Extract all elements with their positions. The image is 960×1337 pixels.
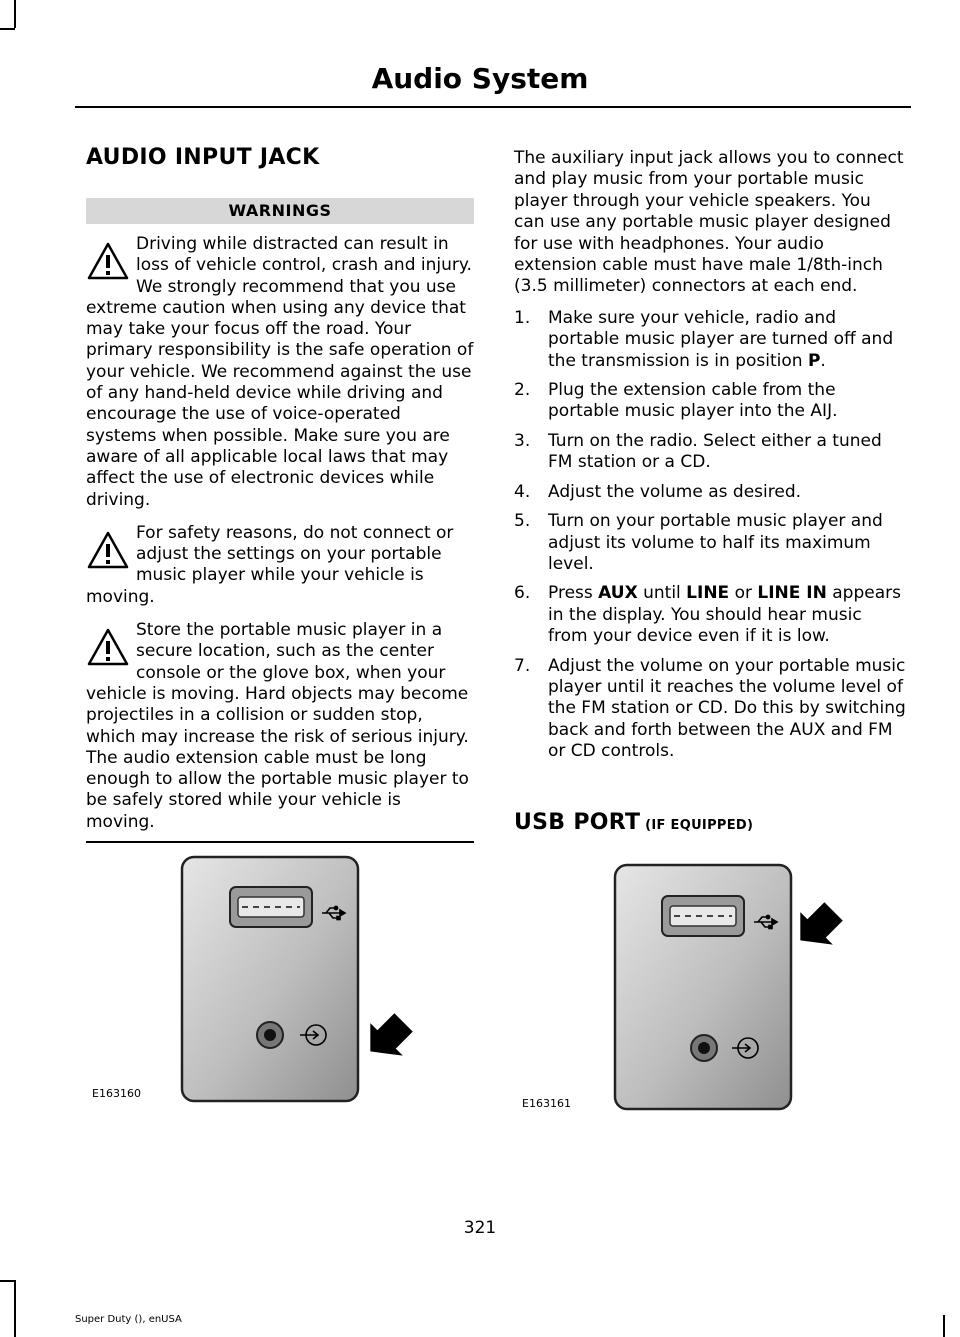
list-item: 6. Press AUX until LINE or LINE IN appears in the display. You should hear music from your device even if it is low. (514, 583, 901, 647)
list-item: 4. Adjust the volume as desired. (514, 481, 802, 502)
crop-mark (0, 28, 15, 30)
crop-mark (14, 1280, 16, 1337)
warning-triangle-icon (86, 529, 130, 573)
figure-usb-port (612, 862, 844, 1114)
warnings-label: WARNINGS (86, 198, 474, 224)
warning-triangle-icon (86, 240, 130, 284)
figure-audio-input-jack (180, 855, 420, 1105)
section-heading-usb-port: USB PORT (IF EQUIPPED) (514, 810, 754, 835)
footer-text: Super Duty (), enUSA (75, 1314, 182, 1325)
warnings-end-rule (86, 841, 474, 843)
crop-mark (0, 1280, 15, 1282)
list-item: 2. Plug the extension cable from the portable music player into the AIJ. (514, 380, 838, 422)
intro-paragraph: The auxiliary input jack allows you to connect and play music from your portable music player through your vehicle speakers. You can use any portable music player designed for use with headphones. Your audio extension cable must have male 1/8th-inch (3.5 millimeter) connectors at each end. (514, 148, 904, 297)
header-rule (75, 106, 911, 108)
left-column (86, 145, 474, 843)
list-item: 1. Make sure your vehicle, radio and portable music player are turned off and the transmission is in position P. (514, 307, 894, 371)
right-column (514, 148, 906, 771)
warning-triangle-icon (86, 626, 130, 670)
crop-mark (14, 0, 16, 28)
pointer-arrow-icon (786, 895, 844, 959)
crop-mark (943, 1315, 945, 1337)
page-header (0, 62, 960, 95)
warning-block (86, 234, 474, 511)
list-item: 3. Turn on the radio. Select either a tuned FM station or a CD. (514, 430, 882, 473)
warning-text: Driving while distracted can result in loss of vehicle control, crash and injury. We strongly recommend that you use extreme caution when using any device that may take your focus off the road. Your primary responsibility is the safe operation of your vehicle. We recommend against the use of any hand-held device while driving and encourage the use of voice-operated systems when possible. Make sure you are aware of all applicable local laws that may affect the use of electronic devices while driving. (86, 234, 474, 510)
header-title: Audio System (371, 62, 589, 95)
pointer-arrow-icon (356, 1006, 420, 1070)
figure-code: E163160 (92, 1087, 141, 1100)
section-heading-audio-input-jack: AUDIO INPUT JACK (86, 145, 320, 170)
warning-block (86, 620, 474, 833)
warning-text: For safety reasons, do not connect or adjust the settings on your portable music player while your vehicle is moving. (86, 522, 454, 607)
list-item: 7. Adjust the volume on your portable music player until it reaches the volume level of the FM station or CD. Do this by switching back and forth between the AUX and FM or CD controls. (514, 655, 906, 762)
steps-list (514, 308, 906, 763)
list-item: 5. Turn on your portable music player and adjust its volume to half its maximum level. (514, 511, 883, 574)
figure-code: E163161 (522, 1097, 571, 1110)
page-number: 321 (463, 1218, 497, 1238)
warning-block (86, 523, 474, 608)
warning-text: Store the portable music player in a secure location, such as the center console or the glove box, when your vehicle is moving. Hard objects may become projectiles in a collision or sudden stop, which may increase the risk of serious injury. The audio extension cable must be long enough to allow the portable music player to be safely stored while your vehicle is moving. (86, 620, 469, 832)
